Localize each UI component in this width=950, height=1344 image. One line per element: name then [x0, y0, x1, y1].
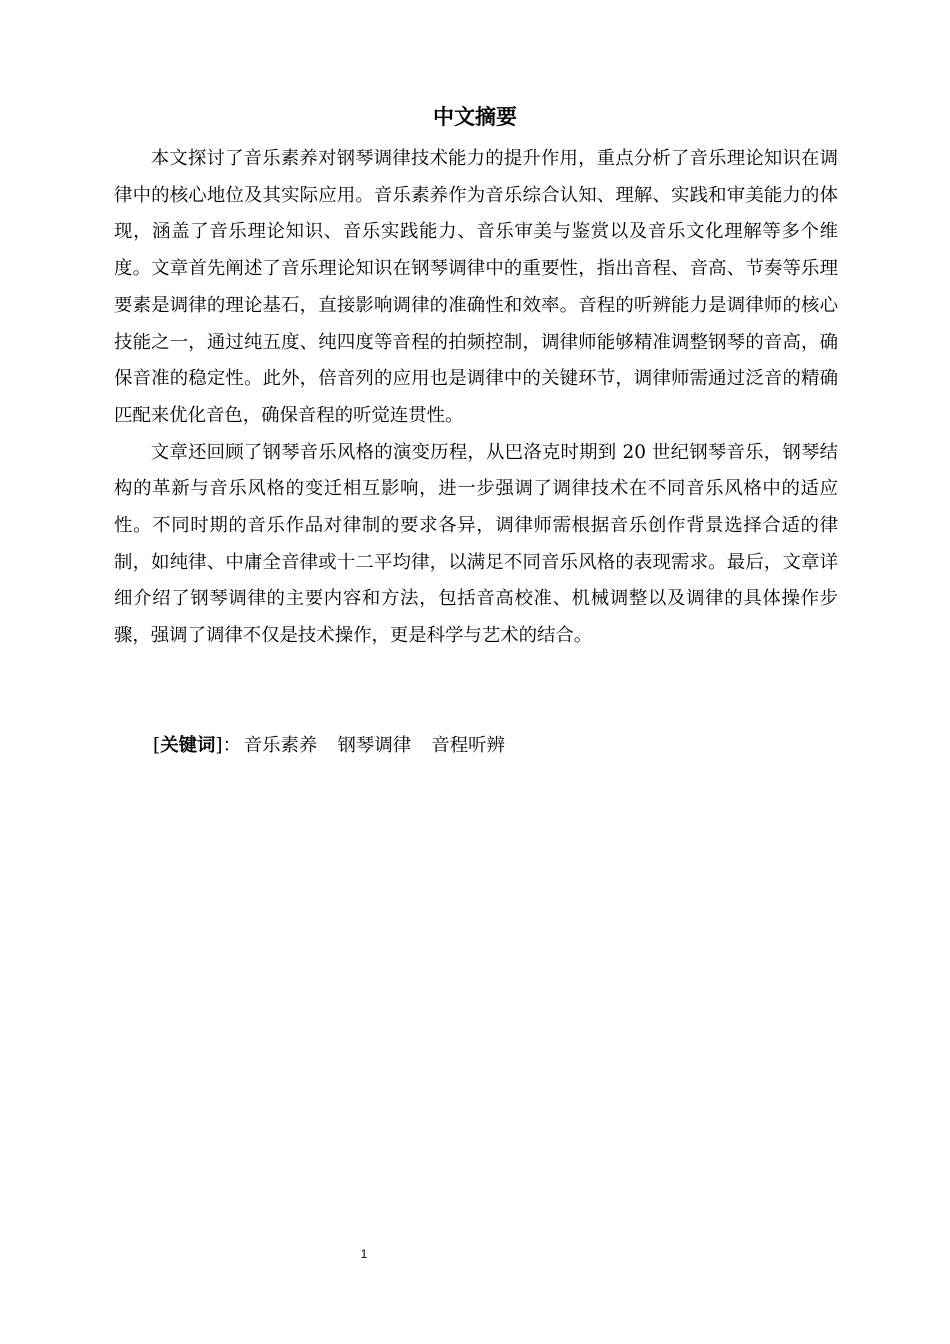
- abstract-paragraph: 本文探讨了音乐素养对钢琴调律技术能力的提升作用，重点分析了音乐理论知识在调律中的核心地位及其实际应用。音乐素养作为音乐综合认知、理解、实践和审美能力的体现，涵盖了音乐理论知识、音乐实践能力、音乐审美与鉴赏以及音乐文化理解等多个维度。文章首先阐述了音乐理论知识在钢琴调律中的重要性，指出音程、音高、节奏等乐理要素是调律的理论基石，直接影响调律的准确性和效率。音程的听辨能力是调律师的核心技能之一，通过纯五度、纯四度等音程的拍频控制，调律师能够精准调整钢琴的音高，确保音准的稳定性。此外，倍音列的应用也是调律中的关键环节，调律师需通过泛音的精确匹配来优化音色，确保音程的听觉连贯性。: [114, 148, 838, 426]
- keywords-line: [153, 729, 505, 763]
- keywords-open-bracket: [: [153, 735, 161, 756]
- page-title: 中文摘要: [433, 105, 517, 129]
- abstract-paragraph: 文章还回顾了钢琴音乐风格的演变历程，从巴洛克时期到 20 世纪钢琴音乐，钢琴结构的革新与音乐风格的变迁相互影响，进一步强调了调律技术在不同音乐风格中的适应性。不同时期的音乐作品对律制的要求各异，调律师需根据音乐创作背景选择合适的律制，如纯律、中庸全音律或十二平均律，以满足不同音乐风格的表现需求。最后，文章详细介绍了钢琴调律的主要内容和方法，包括音高校准、机械调整以及调律的具体操作步骤，强调了调律不仅是技术操作，更是科学与艺术的结合。: [114, 441, 838, 647]
- keyword-item: 音乐素养: [243, 735, 318, 756]
- page-number: 1: [360, 1247, 368, 1261]
- abstract-body: [114, 141, 838, 655]
- keywords-separator: ：: [222, 735, 241, 756]
- keyword-item: 钢琴调律: [337, 735, 412, 756]
- keywords-close-bracket: ]: [215, 735, 223, 756]
- keywords-label: 关键词: [160, 735, 216, 756]
- keyword-item: 音程听辨: [431, 735, 505, 756]
